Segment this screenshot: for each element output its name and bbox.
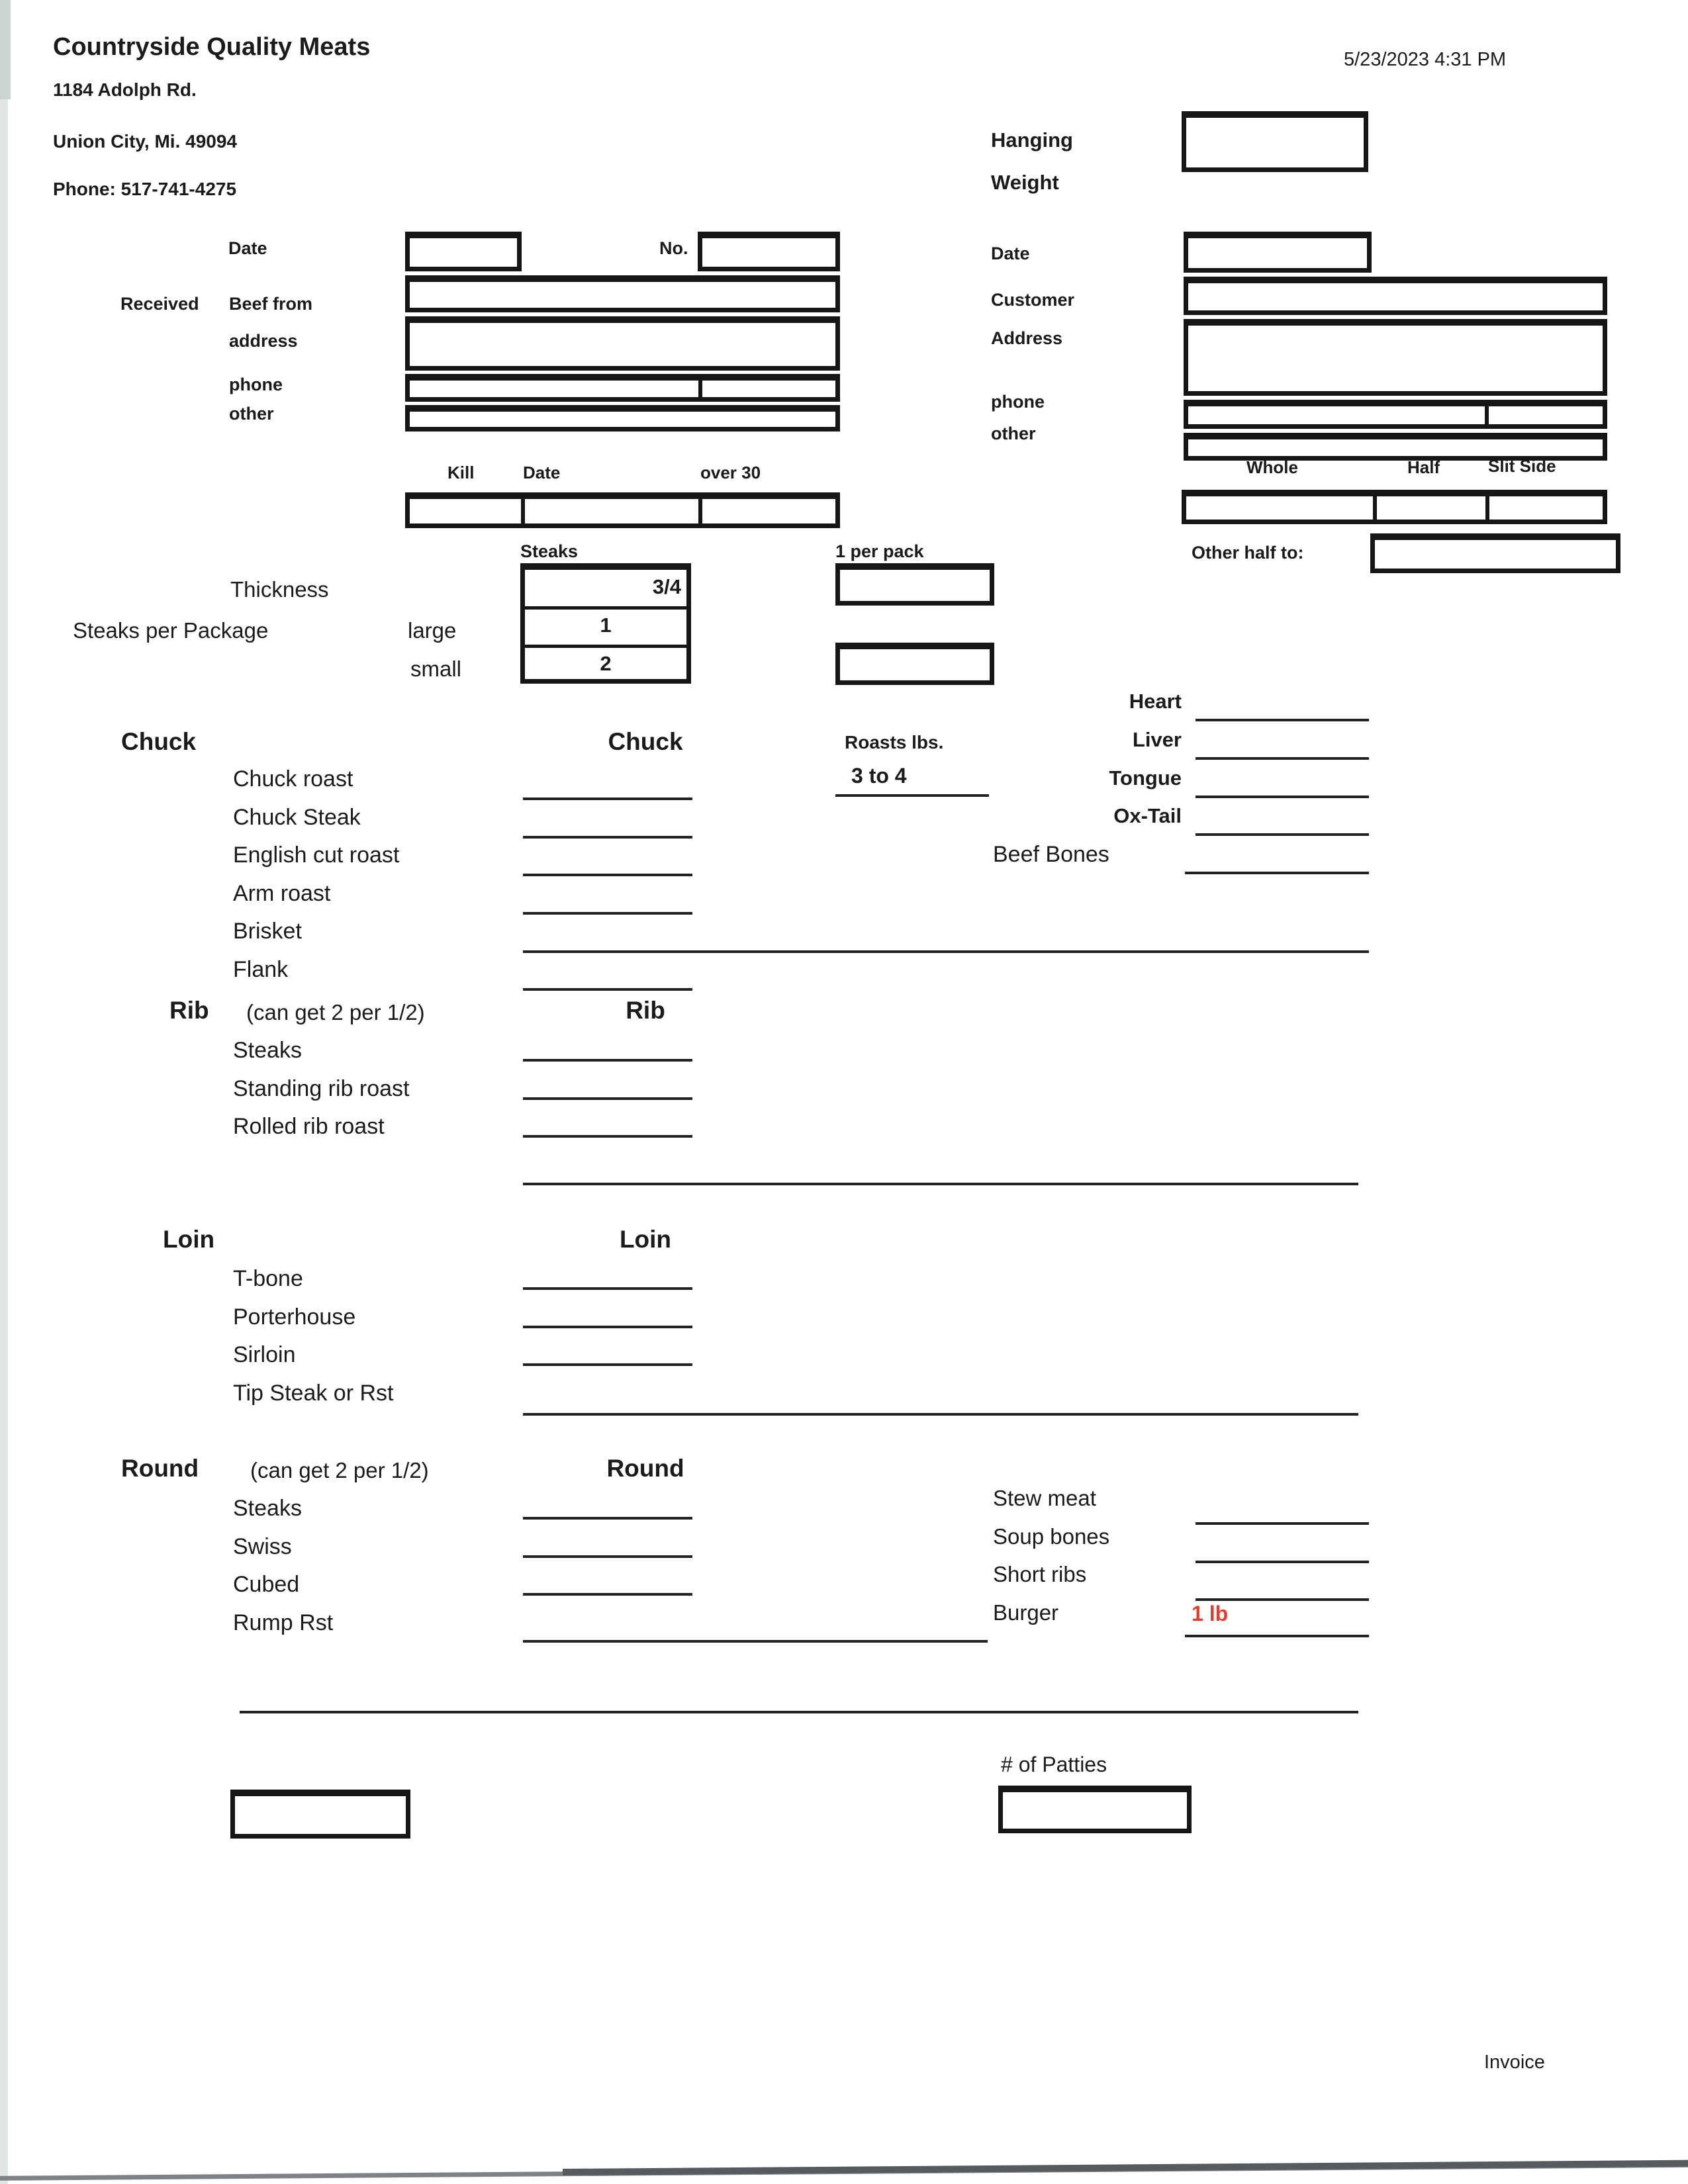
rump-rst-long-line xyxy=(523,1640,988,1643)
received-phone-divider xyxy=(698,381,702,397)
received-phone-label: phone xyxy=(229,375,283,394)
other-half-to-label: Other half to: xyxy=(1192,543,1304,563)
soup-bones-label: Soup bones xyxy=(993,1524,1110,1549)
loin-item-2: Sirloin xyxy=(233,1342,296,1367)
customer-name-box xyxy=(1184,277,1607,315)
whole-label: Whole xyxy=(1246,457,1298,477)
roasts-lbs-value: 3 to 4 xyxy=(851,764,907,788)
customer-address-box xyxy=(1184,319,1607,396)
round-line-0 xyxy=(523,1517,692,1520)
tongue-line xyxy=(1196,796,1369,798)
stew-meat-line xyxy=(1196,1522,1369,1525)
kill-label: Kill xyxy=(447,463,475,482)
received-date-label: Date xyxy=(228,238,267,258)
customer-date-label: Date xyxy=(991,244,1030,263)
chuck-line-3 xyxy=(523,912,692,915)
rib-line-1 xyxy=(523,1097,692,1100)
round-center-title: Round xyxy=(606,1455,684,1482)
large-label: large xyxy=(408,618,457,643)
customer-address-label: Address xyxy=(991,328,1063,348)
received-address-label: address xyxy=(229,331,298,351)
rib-title: Rib xyxy=(169,997,209,1024)
loin-section-end-line xyxy=(523,1413,1358,1416)
scan-left-edge xyxy=(0,0,8,2184)
steaks-table xyxy=(520,563,691,684)
bottom-divider-line xyxy=(240,1711,1358,1713)
customer-label: Customer xyxy=(991,290,1075,310)
chuck-line-1 xyxy=(523,836,692,839)
beef-from-label: Beef from xyxy=(229,294,313,314)
flank-line xyxy=(523,988,692,991)
soup-bones-line xyxy=(1196,1561,1369,1563)
thickness-value: 3/4 xyxy=(652,575,681,598)
loin-item-1: Porterhouse xyxy=(233,1304,356,1330)
split-box-divider-1 xyxy=(1373,496,1377,520)
business-phone: Phone: 517-741-4275 xyxy=(53,179,237,199)
kill-date-over30-box xyxy=(405,492,840,528)
per-pack-header: 1 per pack xyxy=(835,541,924,561)
round-line-2 xyxy=(523,1593,692,1596)
received-no-box xyxy=(698,232,840,271)
loin-line-1 xyxy=(523,1326,692,1328)
chuck-item-3: Arm roast xyxy=(233,881,331,906)
beef-bones-line xyxy=(1185,872,1369,874)
customer-phone-box xyxy=(1184,400,1607,429)
steaks-table-header: Steaks xyxy=(520,541,579,561)
customer-phone-divider xyxy=(1485,406,1489,424)
chuck-center-title: Chuck xyxy=(608,728,683,755)
per-pack-box-2 xyxy=(835,643,994,685)
business-city: Union City, Mi. 49094 xyxy=(53,131,237,152)
hanging-weight-label-1: Hanging xyxy=(991,128,1073,152)
received-date-box xyxy=(405,232,522,271)
patties-label: # of Patties xyxy=(1001,1752,1107,1776)
chuck-line-2 xyxy=(523,874,692,876)
over-30-label: over 30 xyxy=(700,463,761,482)
liver-label: Liver xyxy=(1132,728,1182,751)
round-line-1 xyxy=(523,1555,692,1558)
short-ribs-line xyxy=(1196,1598,1369,1601)
short-ribs-label: Short ribs xyxy=(993,1562,1087,1586)
steaks-table-divider-2 xyxy=(525,645,686,648)
loin-item-0: T-bone xyxy=(233,1266,303,1291)
large-value: 1 xyxy=(600,614,612,637)
received-label: Received xyxy=(120,294,199,314)
round-title: Round xyxy=(121,1455,199,1482)
kill-box-divider-2 xyxy=(698,499,702,523)
burger-value: 1 lb xyxy=(1192,1602,1229,1625)
scan-bottom-edge-dark xyxy=(563,2160,1688,2175)
roasts-lbs-line xyxy=(835,794,989,797)
round-item-3: Rump Rst xyxy=(233,1610,334,1635)
business-name: Countryside Quality Meats xyxy=(53,33,371,61)
chuck-item-0: Chuck roast xyxy=(233,766,353,792)
patties-box xyxy=(998,1786,1192,1833)
split-box-divider-2 xyxy=(1485,496,1489,520)
tongue-label: Tongue xyxy=(1109,766,1182,790)
chuck-item-5: Flank xyxy=(233,957,289,982)
whole-half-slit-box xyxy=(1182,490,1607,524)
invoice-label: Invoice xyxy=(1484,2052,1545,2073)
rib-line-2 xyxy=(523,1135,692,1138)
bottom-left-box xyxy=(230,1790,410,1839)
received-phone-box xyxy=(405,374,840,402)
burger-line xyxy=(1185,1635,1369,1637)
per-pack-box-1 xyxy=(835,563,994,606)
received-no-label: No. xyxy=(659,238,688,258)
burger-label: Burger xyxy=(993,1600,1059,1625)
ox-tail-line xyxy=(1196,833,1369,836)
rib-item-1: Standing rib roast xyxy=(233,1076,410,1101)
received-beef-from-box xyxy=(405,275,840,312)
round-note: (can get 2 per 1/2) xyxy=(250,1458,429,1482)
rib-note: (can get 2 per 1/2) xyxy=(246,1000,425,1024)
brisket-long-line xyxy=(523,950,1369,953)
kill-date-label: Date xyxy=(523,463,561,482)
slit-side-label: Slit Side xyxy=(1488,456,1556,476)
customer-other-label: other xyxy=(991,424,1036,443)
received-address-box xyxy=(405,316,840,371)
chuck-item-4: Brisket xyxy=(233,919,302,944)
round-item-0: Steaks xyxy=(233,1496,302,1521)
loin-line-0 xyxy=(523,1287,692,1290)
customer-date-box xyxy=(1184,232,1372,273)
hanging-weight-label-2: Weight xyxy=(991,171,1059,194)
roasts-lbs-label: Roasts lbs. xyxy=(845,732,944,752)
chuck-line-0 xyxy=(523,797,692,800)
stew-meat-label: Stew meat xyxy=(993,1486,1096,1510)
rib-item-2: Rolled rib roast xyxy=(233,1114,385,1139)
chuck-item-2: English cut roast xyxy=(233,842,400,868)
loin-line-2 xyxy=(523,1363,692,1366)
kill-box-divider-1 xyxy=(521,499,525,523)
round-item-1: Swiss xyxy=(233,1534,292,1559)
rib-line-0 xyxy=(523,1059,692,1062)
steaks-per-package-label: Steaks per Package xyxy=(73,618,269,643)
loin-item-3: Tip Steak or Rst xyxy=(233,1381,394,1406)
rib-section-end-line xyxy=(523,1183,1358,1185)
thickness-label: Thickness xyxy=(230,577,329,602)
received-other-box xyxy=(405,405,840,432)
received-other-label: other xyxy=(229,404,274,424)
rib-center-title: Rib xyxy=(626,997,665,1024)
chuck-title: Chuck xyxy=(121,728,197,755)
half-label: Half xyxy=(1407,457,1440,477)
heart-line xyxy=(1196,719,1369,721)
business-address: 1184 Adolph Rd. xyxy=(53,79,197,100)
customer-phone-label: phone xyxy=(991,392,1045,412)
beef-bones-label: Beef Bones xyxy=(993,842,1109,867)
hanging-weight-box xyxy=(1182,111,1368,172)
scan-left-edge-top xyxy=(0,0,11,99)
ox-tail-label: Ox-Tail xyxy=(1113,804,1182,827)
loin-center-title: Loin xyxy=(619,1226,672,1253)
steaks-table-divider-1 xyxy=(525,606,686,610)
heart-label: Heart xyxy=(1129,690,1182,713)
loin-title: Loin xyxy=(163,1226,215,1253)
liver-line xyxy=(1196,757,1369,760)
chuck-item-1: Chuck Steak xyxy=(233,805,361,830)
round-item-2: Cubed xyxy=(233,1572,300,1597)
small-value: 2 xyxy=(600,652,612,675)
rib-item-0: Steaks xyxy=(233,1038,302,1063)
small-label: small xyxy=(410,657,462,681)
other-half-to-box xyxy=(1370,533,1620,573)
print-timestamp: 5/23/2023 4:31 PM xyxy=(1344,49,1507,70)
